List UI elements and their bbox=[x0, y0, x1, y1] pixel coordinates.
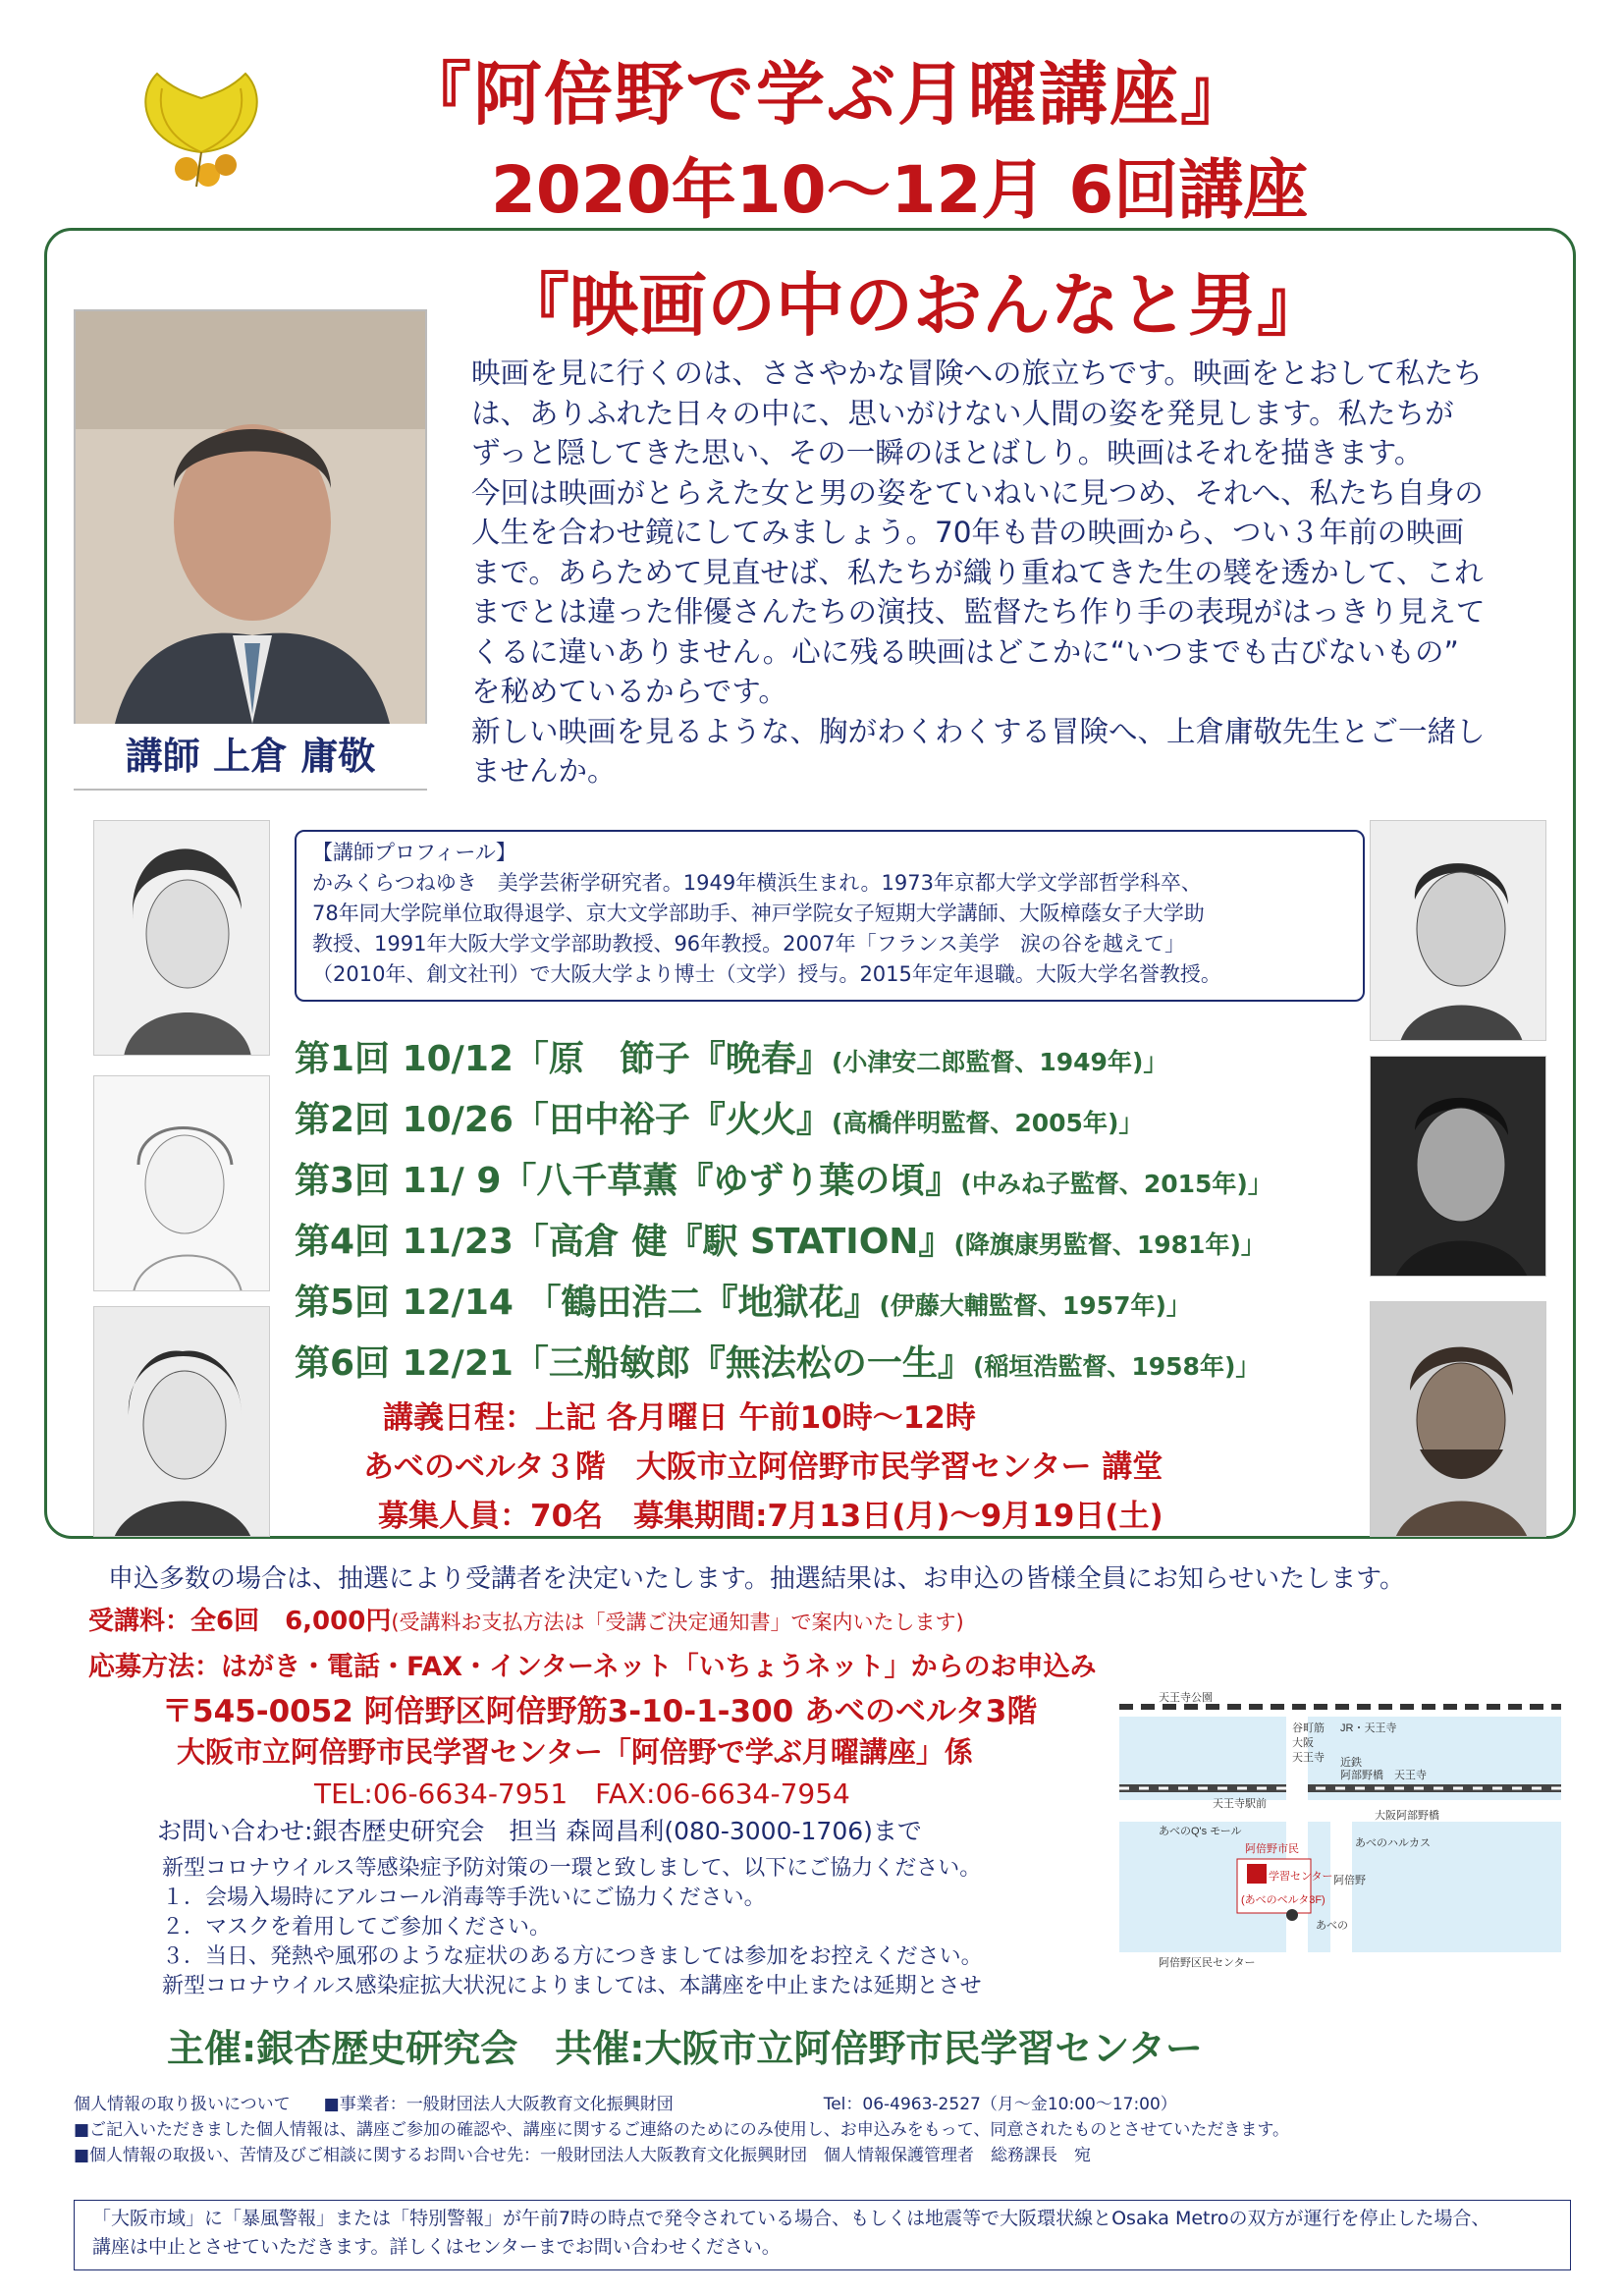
page-subtitle: 2020年10～12月 6回講座 bbox=[491, 152, 1309, 228]
address: 〒545-0052 阿倍野区阿倍野筋3-10-1-300 あべのベルタ3階 bbox=[162, 1694, 1038, 1729]
lecture-schedule: 講義日程：上記 各月曜日 午前10時～12時 bbox=[383, 1400, 976, 1436]
inquiry: お問い合わせ:銀杏歴史研究会 担当 森岡昌利(080-3000-1706)まで bbox=[157, 1817, 922, 1845]
lecturer-caption: 講師 上倉 庸敬 bbox=[74, 724, 427, 789]
map-label: 大阪 bbox=[1292, 1737, 1314, 1749]
capacity-period: 募集人員：70名 募集期間:7月13日(月)～9月19日(土) bbox=[378, 1499, 1163, 1534]
intro-line: まで。あらためて見直せば、私たちが織り重ねてきた生の襞を透かして、これ bbox=[471, 555, 1484, 589]
intro-line: 人生を合わせ鏡にしてみましょう。70年も昔の映画から、つい３年前の映画 bbox=[471, 516, 1465, 549]
covid-line: 新型コロナウイルス感染症拡大状況によりましては、本講座を中止または延期とさせ bbox=[162, 1974, 982, 1998]
session-3 bbox=[295, 1153, 1272, 1203]
center-name: 大阪市立阿倍野市民学習センター「阿倍野で学ぶ月曜講座」係 bbox=[177, 1735, 973, 1769]
session-director: (降旗康男監督、1981年)」 bbox=[953, 1230, 1266, 1259]
session-title: 第3回 11/ 9「八千草薫『ゆずり葉の頃』 bbox=[295, 1161, 961, 1201]
fee bbox=[88, 1601, 964, 1637]
map-label: あべの bbox=[1316, 1920, 1348, 1932]
map-label: (あべのベルタ3F) bbox=[1241, 1894, 1325, 1906]
session-title: 第2回 10/26「田中裕子『火火』 bbox=[295, 1100, 832, 1140]
intro-line: 映画を見に行くのは、ささやかな冒険への旅立ちです。映画をとおして私たち bbox=[471, 356, 1483, 390]
portrait-yuko-tanaka bbox=[93, 1075, 270, 1291]
lecture-venue: あべのベルタ３階 大阪市立阿倍野市民学習センター 講堂 bbox=[363, 1449, 1163, 1485]
portrait-setsuko-hara bbox=[93, 820, 270, 1056]
session-title: 第1回 10/12「原 節子『晩春』 bbox=[295, 1039, 832, 1079]
intro-line: 新しい映画を見るような、胸がわくわくする冒険へ、上倉庸敬先生とご一緒し bbox=[471, 714, 1486, 748]
map-label: あべのQ's モール bbox=[1159, 1826, 1242, 1837]
organizers: 主催:銀杏歴史研究会 共催:大阪市立阿倍野市民学習センター bbox=[167, 2027, 1203, 2070]
session-title: 第6回 12/21「三船敏郎『無法松の一生』 bbox=[295, 1343, 973, 1384]
map-label: 天王寺 bbox=[1394, 1770, 1427, 1781]
lecturer-photo bbox=[74, 309, 427, 791]
intro-line: は、ありふれた日々の中に、思いがけない人間の姿を発見します。私たちが bbox=[471, 396, 1454, 430]
session-director: (小津安二郎監督、1949年)」 bbox=[831, 1048, 1168, 1076]
course-intro bbox=[471, 354, 1542, 792]
intro-line: ませんか。 bbox=[471, 754, 617, 788]
fee-main: 受講料：全6回 6,000円 bbox=[88, 1607, 392, 1636]
session-6 bbox=[295, 1336, 1260, 1386]
fee-note: (受講料お支払方法は「受講ご決定通知書」で案内いたします) bbox=[391, 1611, 964, 1634]
page-title: 『阿倍野で学ぶ月曜講座』 bbox=[403, 54, 1251, 135]
map-label: 谷町筋 bbox=[1292, 1722, 1325, 1734]
map-label: JR・天王寺 bbox=[1340, 1722, 1397, 1734]
intro-line: ずっと隠してきた思い、その一瞬のほとばしり。映画はそれを描きます。 bbox=[471, 436, 1424, 469]
session-director: (伊藤大輔監督、1957年)」 bbox=[879, 1291, 1191, 1320]
profile-line: 78年同大学院単位取得退学、京大文学部助手、神戸学院女子短期大学講師、大阪樟蔭女子大学助 bbox=[312, 902, 1205, 925]
session-2 bbox=[295, 1092, 1143, 1142]
map-label: 大阪阿部野橋 bbox=[1375, 1810, 1439, 1822]
session-title: 第5回 12/14 「鶴田浩二『地獄花』 bbox=[295, 1283, 880, 1323]
covid-line: ２．マスクを着用してご参加ください。 bbox=[162, 1915, 552, 1940]
portrait-kaoru-yachigusa bbox=[93, 1306, 270, 1537]
session-5 bbox=[295, 1275, 1191, 1325]
session-title: 第4回 11/23「高倉 健『駅 STATION』 bbox=[295, 1222, 954, 1262]
privacy-line: ■個人情報の取扱い、苦情及びご相談に関するお問い合せ先：一般財団法人大阪教育文化振興財団 個人情報保護管理者 総務課長 宛 bbox=[74, 2146, 1092, 2165]
profile-heading: 【講師プロフィール】 bbox=[312, 841, 516, 864]
map-label: 阿部野橋 bbox=[1340, 1770, 1383, 1781]
apply-method: 応募方法：はがき・電話・FAX・インターネット「いちょうネット」からのお申込み bbox=[88, 1652, 1097, 1682]
cancellation-notice bbox=[74, 2200, 1571, 2270]
tel-fax: TEL:06-6634-7951 FAX:06-6634-7954 bbox=[314, 1777, 850, 1810]
covid-line: 新型コロナウイルス等感染症予防対策の一環と致しまして、以下にご協力ください。 bbox=[162, 1856, 982, 1881]
portrait-toshiro-mifune bbox=[1370, 1301, 1546, 1537]
covid-line: １．会場入場時にアルコール消毒等手洗いにご協力ください。 bbox=[162, 1886, 766, 1910]
ginkgo-logo bbox=[128, 59, 275, 196]
notice-line: 「大阪市域」に「暴風警報」または「特別警報」が午前7時の時点で発令されている場合、もしくは地震等で大阪環状線とOsaka Metroの双方が運行を停止した場合、 bbox=[92, 2208, 1490, 2229]
lottery-note: 申込多数の場合は、抽選により受講者を決定いたします。抽選結果は、お申込の皆様全員にお知らせいたします。 bbox=[108, 1564, 1406, 1594]
privacy-notice bbox=[74, 2092, 1566, 2168]
covid-notice bbox=[162, 1854, 983, 2001]
profile-line: 教授、1991年大阪大学文学部助教授、96年教授。2007年「フランス美学 涙の谷を越えて」 bbox=[312, 932, 1185, 956]
map-label: 阿倍野区民センター bbox=[1159, 1957, 1256, 1969]
map-label: 学習センター bbox=[1269, 1871, 1333, 1883]
session-1 bbox=[295, 1031, 1167, 1081]
privacy-line: ■ご記入いただきました個人情報は、講座ご参加の確認や、講座に関するご連絡のためにのみ使用し、お申込みをもって、同意されたものとさせていただきます。 bbox=[74, 2120, 1290, 2140]
map-label: 近鉄 bbox=[1340, 1757, 1362, 1769]
intro-line: までとは違った俳優さんたちの演技、監督たち作り手の表現がはっきり見えて bbox=[471, 595, 1486, 629]
map-label: あべのハルカス bbox=[1355, 1837, 1431, 1849]
map-label: 阿倍野市民 bbox=[1245, 1843, 1299, 1855]
session-director: (高橋伴明監督、2005年)」 bbox=[831, 1109, 1144, 1137]
portrait-ken-takakura bbox=[1370, 820, 1546, 1041]
intro-line: くるに違いありません。心に残る映画はどこかに“いつまでも古びないもの” bbox=[471, 634, 1459, 669]
covid-line: ３．当日、発熱や風邪のような症状のある方につきましては参加をお控えください。 bbox=[162, 1944, 983, 1969]
map-label: 天王寺 bbox=[1292, 1752, 1325, 1764]
intro-line: 今回は映画がとらえた女と男の姿をていねいに見つめ、それへ、私たち自身の bbox=[471, 475, 1484, 510]
profile-line: かみくらつねゆき 美学芸術学研究者。1949年横浜生まれ。1973年京都大学文学部哲学科卒、 bbox=[312, 871, 1202, 895]
portrait-koji-tsuruta bbox=[1370, 1056, 1546, 1277]
profile-line: （2010年、創文社刊）で大阪大学より博士（文学）授与。2015年定年退職。大阪大学名誉教授。 bbox=[312, 962, 1221, 986]
session-4 bbox=[295, 1214, 1266, 1264]
lecturer-profile bbox=[295, 830, 1365, 1002]
intro-line: を秘めているからです。 bbox=[471, 675, 787, 708]
session-director: (稲垣浩監督、1958年)」 bbox=[972, 1352, 1261, 1381]
privacy-line: 個人情報の取り扱いについて ■事業者：一般財団法人大阪教育文化振興財団 Tel：06-4963-2527（月～金10:00～17:00） bbox=[74, 2095, 1177, 2114]
course-title: 『映画の中のおんなと男』 bbox=[501, 265, 1325, 346]
notice-line: 講座は中止とさせていただきます。詳しくはセンターまでお問い合わせください。 bbox=[92, 2236, 781, 2258]
session-director: (中みね子監督、2015年)」 bbox=[960, 1170, 1272, 1198]
map-label: 天王寺公園 bbox=[1159, 1692, 1213, 1704]
map-label: 阿倍野 bbox=[1333, 1875, 1366, 1886]
map-label: 天王寺駅前 bbox=[1213, 1798, 1267, 1810]
access-map bbox=[1119, 1687, 1561, 1972]
